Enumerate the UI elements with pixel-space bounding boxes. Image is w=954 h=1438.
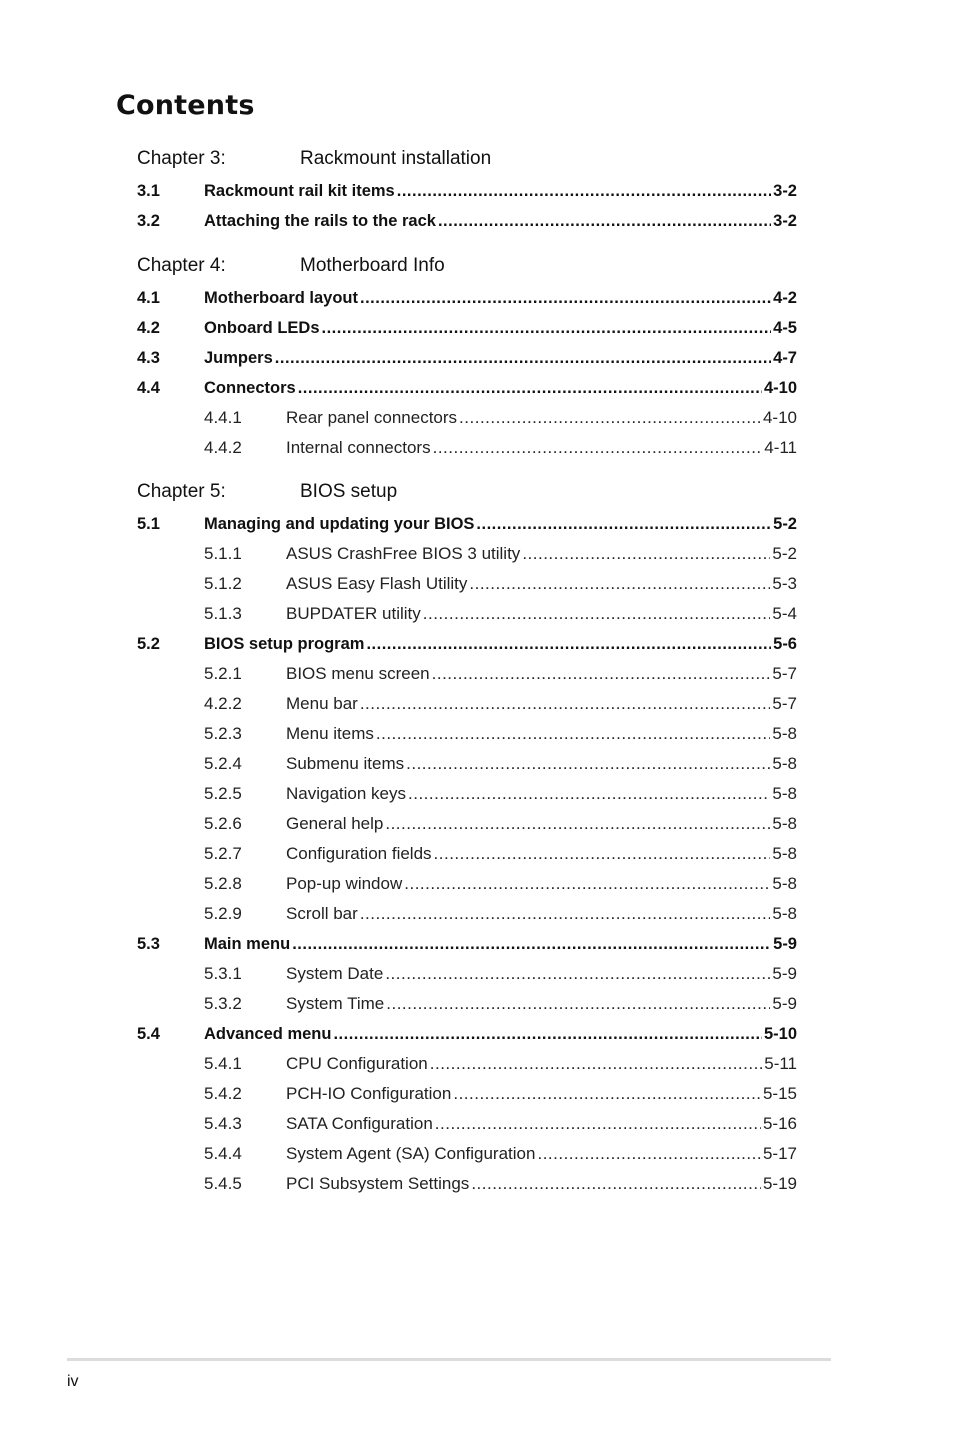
entry-label: Scroll bar	[286, 904, 358, 923]
toc-section-entry[interactable]	[137, 377, 797, 399]
entry-label: Onboard LEDs	[204, 319, 320, 337]
toc-subsection-entry[interactable]	[204, 407, 797, 429]
entry-page-number: 5-7	[772, 664, 797, 683]
chapter-number: Chapter 4:	[137, 255, 226, 276]
toc-subsection-entry[interactable]	[204, 873, 797, 895]
entry-page-number: 5-3	[772, 574, 797, 593]
page-title: Contents	[116, 90, 255, 121]
dot-leader	[366, 633, 771, 655]
entry-page-number: 5-2	[772, 544, 797, 563]
entry-page-number: 5-16	[762, 1114, 797, 1133]
entry-label: System Date	[286, 964, 384, 983]
footer-divider	[67, 1358, 831, 1361]
entry-page-number: 4-10	[763, 379, 797, 397]
entry-label: BIOS setup program	[204, 635, 365, 653]
dot-leader	[322, 317, 772, 339]
entry-label: Attaching the rails to the rack	[204, 212, 436, 230]
entry-page-number: 5-8	[772, 904, 797, 923]
entry-label: Menu items	[286, 724, 374, 743]
entry-page-number: 3-2	[773, 212, 797, 230]
entry-number: 4.2.2	[204, 694, 242, 713]
toc-subsection-entry[interactable]	[204, 963, 797, 985]
entry-number: 3.2	[137, 212, 160, 230]
dot-leader	[522, 543, 770, 565]
entry-page-number: 3-2	[773, 182, 797, 200]
entry-label: Menu bar	[286, 694, 358, 713]
chapter-heading	[137, 479, 797, 505]
entry-page-number: 5-11	[764, 1054, 797, 1073]
toc-subsection-entry[interactable]	[204, 753, 797, 775]
entry-number: 5.3.1	[204, 964, 242, 983]
dot-leader	[459, 407, 761, 429]
dot-leader	[275, 347, 771, 369]
dot-leader	[376, 723, 771, 745]
entry-number: 4.4.1	[204, 408, 242, 427]
entry-number: 5.1.2	[204, 574, 242, 593]
dot-leader	[423, 603, 771, 625]
entry-page-number: 5-2	[773, 515, 797, 533]
toc-subsection-entry[interactable]	[204, 843, 797, 865]
entry-number: 5.4.2	[204, 1084, 242, 1103]
toc-subsection-entry[interactable]	[204, 573, 797, 595]
entry-number: 5.4.5	[204, 1174, 242, 1193]
entry-label: Main menu	[204, 935, 291, 953]
dot-leader	[469, 573, 770, 595]
entry-number: 5.4.3	[204, 1114, 242, 1133]
dot-leader	[292, 933, 771, 955]
entry-label: ASUS CrashFree BIOS 3 utility	[286, 544, 521, 563]
entry-label: System Time	[286, 994, 385, 1013]
chapter-title: Motherboard Info	[300, 255, 445, 276]
dot-leader	[385, 813, 770, 835]
dot-leader	[360, 903, 771, 925]
entry-label: Pop-up window	[286, 874, 403, 893]
entry-number: 5.3	[137, 935, 160, 953]
entry-page-number: 4-10	[762, 408, 797, 427]
toc-subsection-entry[interactable]	[204, 813, 797, 835]
dot-leader	[476, 513, 771, 535]
entry-page-number: 5-7	[772, 694, 797, 713]
entry-number: 5.2.5	[204, 784, 242, 803]
entry-page-number: 5-8	[772, 844, 797, 863]
chapter-number: Chapter 3:	[137, 148, 226, 169]
entry-number: 5.2.8	[204, 874, 242, 893]
dot-leader	[434, 843, 771, 865]
entry-label: Jumpers	[204, 349, 273, 367]
entry-page-number: 4-2	[773, 289, 797, 307]
toc-section-entry[interactable]	[137, 210, 797, 232]
toc-section-entry[interactable]	[137, 180, 797, 202]
chapter-number: Chapter 5:	[137, 481, 226, 502]
entry-number: 4.4.2	[204, 438, 242, 457]
chapter-heading	[137, 146, 797, 172]
entry-label: System Agent (SA) Configuration	[286, 1144, 536, 1163]
entry-page-number: 4-5	[773, 319, 797, 337]
toc-section-entry[interactable]	[137, 1023, 797, 1045]
toc-section-entry[interactable]	[137, 933, 797, 955]
dot-leader	[298, 377, 762, 399]
toc-subsection-entry[interactable]	[204, 1113, 797, 1135]
toc-subsection-entry[interactable]	[204, 903, 797, 925]
entry-number: 5.1.3	[204, 604, 242, 623]
entry-label: Managing and updating your BIOS	[204, 515, 475, 533]
dot-leader	[385, 963, 770, 985]
entry-page-number: 5-9	[772, 964, 797, 983]
toc-subsection-entry[interactable]	[204, 693, 797, 715]
dot-leader	[453, 1083, 761, 1105]
entry-label: BIOS menu screen	[286, 664, 430, 683]
entry-label: ASUS Easy Flash Utility	[286, 574, 468, 593]
entry-page-number: 4-7	[773, 349, 797, 367]
dot-leader	[404, 873, 770, 895]
entry-label: Connectors	[204, 379, 296, 397]
toc-section-entry[interactable]	[137, 347, 797, 369]
entry-label: Motherboard layout	[204, 289, 359, 307]
toc-subsection-entry[interactable]	[204, 993, 797, 1015]
entry-page-number: 5-8	[772, 724, 797, 743]
entry-page-number: 5-17	[762, 1144, 797, 1163]
chapter-title: Rackmount installation	[300, 148, 492, 169]
entry-page-number: 5-8	[772, 754, 797, 773]
entry-number: 5.4.1	[204, 1054, 242, 1073]
toc-subsection-entry[interactable]	[204, 783, 797, 805]
footer-page-number: iv	[67, 1373, 79, 1390]
entry-label: BUPDATER utility	[286, 604, 421, 623]
entry-label: Navigation keys	[286, 784, 407, 803]
entry-number: 4.1	[137, 289, 160, 307]
entry-label: Rackmount rail kit items	[204, 182, 395, 200]
entry-page-number: 5-9	[773, 935, 797, 953]
toc-section-entry[interactable]	[137, 513, 797, 535]
toc-subsection-entry[interactable]	[204, 543, 797, 565]
entry-number: 4.4	[137, 379, 160, 397]
chapter-title: BIOS setup	[300, 481, 398, 502]
entry-number: 5.1.1	[204, 544, 242, 563]
dot-leader	[386, 993, 770, 1015]
entry-number: 5.4	[137, 1025, 160, 1043]
entry-number: 5.3.2	[204, 994, 242, 1013]
toc-subsection-entry[interactable]	[204, 1053, 797, 1075]
toc-subsection-entry[interactable]	[204, 663, 797, 685]
toc-subsection-entry[interactable]	[204, 723, 797, 745]
dot-leader	[435, 1113, 761, 1135]
entry-number: 5.2.4	[204, 754, 242, 773]
entry-number: 5.2	[137, 635, 160, 653]
toc-subsection-entry[interactable]	[204, 437, 797, 459]
entry-number: 5.2.3	[204, 724, 242, 743]
entry-label: Internal connectors	[286, 438, 431, 457]
chapter-heading	[137, 253, 797, 279]
entry-page-number: 5-9	[772, 994, 797, 1013]
toc-subsection-entry[interactable]	[204, 1143, 797, 1165]
entry-label: Rear panel connectors	[286, 408, 458, 427]
dot-leader	[408, 783, 770, 805]
dot-leader	[433, 437, 763, 459]
dot-leader	[438, 210, 771, 232]
entry-number: 5.2.1	[204, 664, 242, 683]
dot-leader	[537, 1143, 761, 1165]
entry-page-number: 5-15	[762, 1084, 797, 1103]
entry-number: 4.3	[137, 349, 160, 367]
dot-leader	[430, 1053, 762, 1075]
entry-number: 5.2.7	[204, 844, 242, 863]
toc-subsection-entry[interactable]	[204, 1173, 797, 1195]
dot-leader	[471, 1173, 761, 1195]
entry-label: PCH-IO Configuration	[286, 1084, 452, 1103]
toc-section-entry[interactable]	[137, 287, 797, 309]
entry-page-number: 5-8	[772, 784, 797, 803]
toc-section-entry[interactable]	[137, 317, 797, 339]
entry-page-number: 5-4	[772, 604, 797, 623]
entry-label: Submenu items	[286, 754, 405, 773]
entry-page-number: 5-10	[763, 1025, 797, 1043]
dot-leader	[432, 663, 771, 685]
entry-page-number: 5-8	[772, 874, 797, 893]
toc-subsection-entry[interactable]	[204, 603, 797, 625]
entry-label: SATA Configuration	[286, 1114, 433, 1133]
toc-section-entry[interactable]	[137, 633, 797, 655]
entry-number: 5.2.6	[204, 814, 242, 833]
entry-label: Configuration fields	[286, 844, 432, 863]
dot-leader	[333, 1023, 762, 1045]
dot-leader	[360, 693, 771, 715]
entry-label: CPU Configuration	[286, 1054, 428, 1073]
entry-label: PCI Subsystem Settings	[286, 1174, 470, 1193]
entry-page-number: 4-11	[764, 438, 797, 457]
entry-page-number: 5-8	[772, 814, 797, 833]
entry-number: 3.1	[137, 182, 160, 200]
entry-page-number: 5-6	[773, 635, 797, 653]
entry-number: 5.4.4	[204, 1144, 242, 1163]
toc-subsection-entry[interactable]	[204, 1083, 797, 1105]
entry-number: 5.1	[137, 515, 160, 533]
dot-leader	[397, 180, 771, 202]
entry-label: Advanced menu	[204, 1025, 332, 1043]
entry-page-number: 5-19	[762, 1174, 797, 1193]
entry-label: General help	[286, 814, 384, 833]
dot-leader	[360, 287, 771, 309]
entry-number: 4.2	[137, 319, 160, 337]
dot-leader	[406, 753, 770, 775]
entry-number: 5.2.9	[204, 904, 242, 923]
